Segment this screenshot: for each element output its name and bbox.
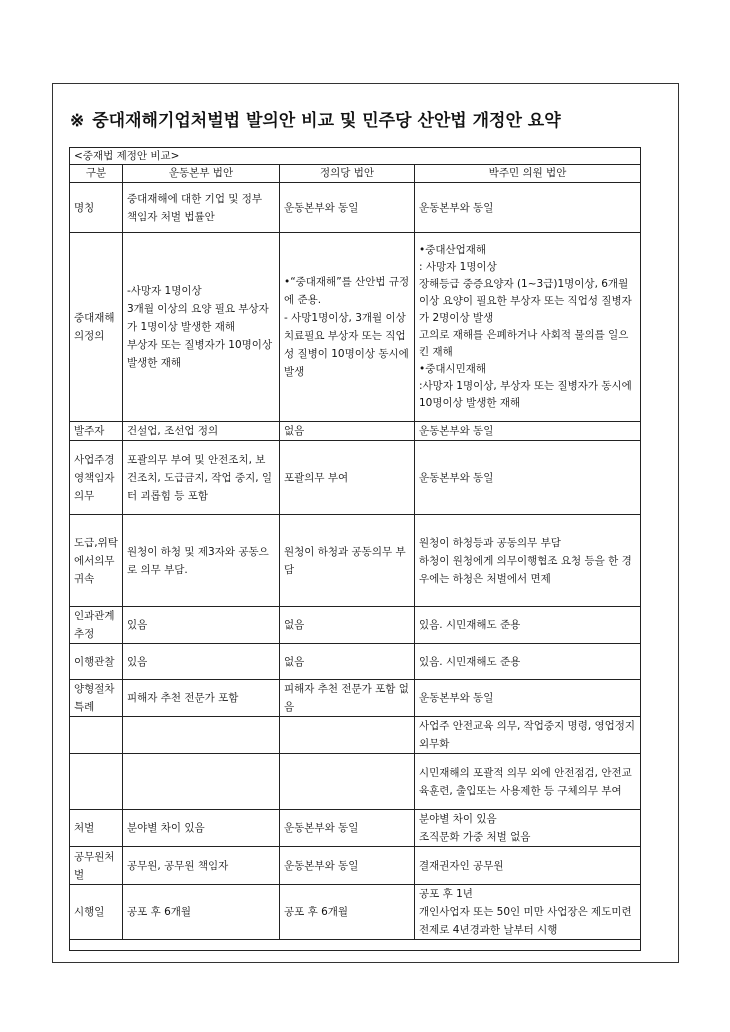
header-park-bill: 박주민 의원 법안 [415,165,641,183]
campaign-cell: 건설업, 조선업 정의 [123,422,280,441]
table-row [70,717,641,754]
row-category: 이행관찰 [70,644,123,680]
row-category: 처벌 [70,810,123,847]
campaign-cell: 중대재해에 대한 기업 및 정부 책임자 처벌 법률안 [123,183,280,233]
row-category: 양형절차특례 [70,680,123,717]
campaign-cell [123,717,280,754]
row-category: 인과관계추정 [70,607,123,644]
justice-cell: 포괄의무 부여 [280,441,415,515]
table-end-row [70,940,641,951]
justice-cell: 공포 후 6개월 [280,885,415,940]
header-justice-party-bill: 정의당 법안 [280,165,415,183]
justice-cell: 운동본부와 동일 [280,810,415,847]
row-category: 중대재해의정의 [70,233,123,422]
justice-cell [280,754,415,810]
table-row [70,607,641,644]
park-cell: 운동본부와 동일 [415,183,641,233]
justice-cell: •“중대재해”를 산안법 규정에 준용. - 사망1명이상, 3개월 이상 치료필요 부상자 또는 직업성 질병이 10명이상 동시에 발생 [280,233,415,422]
row-category [70,717,123,754]
table-row [70,183,641,233]
park-cell: 있음. 시민재해도 준용 [415,607,641,644]
table-row [70,422,641,441]
table-row [70,515,641,607]
row-category: 명칭 [70,183,123,233]
table-row [70,810,641,847]
campaign-cell: 공포 후 6개월 [123,885,280,940]
park-cell: 운동본부와 동일 [415,441,641,515]
justice-cell: 없음 [280,644,415,680]
park-cell: 있음. 시민재해도 준용 [415,644,641,680]
campaign-cell: 원청이 하청 및 제3자와 공동으로 의무 부담. [123,515,280,607]
row-category: 시행일 [70,885,123,940]
justice-cell: 없음 [280,607,415,644]
row-category [70,754,123,810]
document-title [70,106,660,131]
table-row [70,233,641,422]
campaign-cell: 포괄의무 부여 및 안전조치, 보건조치, 도급금지, 작업 중지, 일터 괴롭힘 등 포함 [123,441,280,515]
justice-cell: 운동본부와 동일 [280,183,415,233]
park-cell: 결재권자인 공무원 [415,847,641,885]
park-cell: 운동본부와 동일 [415,680,641,717]
header-campaign-bill: 운동본부 법안 [123,165,280,183]
campaign-cell [123,754,280,810]
campaign-cell: 분야별 차이 있음 [123,810,280,847]
park-cell: 원청이 하청등과 공동의무 부담 하청이 원청에게 의무이행협조 요청 등을 한 경우에는 하청은 처벌에서 면제 [415,515,641,607]
reference-mark: ※ [70,111,85,131]
campaign-cell: 공무원, 공무원 책임자 [123,847,280,885]
campaign-cell: 있음 [123,607,280,644]
table-row [70,847,641,885]
park-cell: 사업주 안전교육 의무, 작업중지 명령, 영업정지 외무화 [415,717,641,754]
table-row [70,644,641,680]
row-category: 사업주경영책임자의무 [70,441,123,515]
table-caption: <중재법 제정안 비교> [70,148,641,165]
campaign-cell: -사망자 1명이상 3개월 이상의 요양 필요 부상자가 1명이상 발생한 재해 부상자 또는 질병자가 10명이상 발생한 재해 [123,233,280,422]
justice-cell [280,717,415,754]
campaign-cell: 있음 [123,644,280,680]
table-row [70,754,641,810]
park-cell: 분야별 차이 있음 조직문화 가중 처벌 없음 [415,810,641,847]
campaign-cell: 피해자 추천 전문가 포함 [123,680,280,717]
row-category: 발주자 [70,422,123,441]
justice-cell: 없음 [280,422,415,441]
row-category: 공무원처벌 [70,847,123,885]
table-row [70,885,641,940]
table-end-cell [70,940,641,951]
table-row [70,441,641,515]
park-cell: 공포 후 1년 개인사업자 또는 50인 미만 사업장은 제도미련 전제로 4년경과한 날부터 시행 [415,885,641,940]
justice-cell: 원청이 하청과 공동의무 부담 [280,515,415,607]
comparison-table [69,147,641,951]
table-row [70,680,641,717]
park-cell: 운동본부와 동일 [415,422,641,441]
row-category: 도급,위탁에서의무귀속 [70,515,123,607]
park-cell: •중대산업재해 : 사망자 1명이상 장해등급 중증요양자 (1~3급)1명이상, 6개월 이상 요양이 필요한 부상자 또는 직업성 질병자가 2명이상 발생 고의로 재해를 은폐하거나 사회적 물의를 일으킨 재해 •중대시민재해 :사망자 1명이상, 부상자 또는 질병자가 동시에 10명이상 발생한 재해 [415,233,641,422]
header-row [70,165,641,183]
justice-cell: 운동본부와 동일 [280,847,415,885]
justice-cell: 피해자 추천 전문가 포함 없음 [280,680,415,717]
header-category: 구분 [70,165,123,183]
park-cell: 시민재해의 포괄적 의무 외에 안전점검, 안전교육훈련, 출입또는 사용제한 등 구체의무 부여 [415,754,641,810]
title-text: 중대재해기업처벌법 발의안 비교 및 민주당 산안법 개정안 요약 [92,111,561,131]
